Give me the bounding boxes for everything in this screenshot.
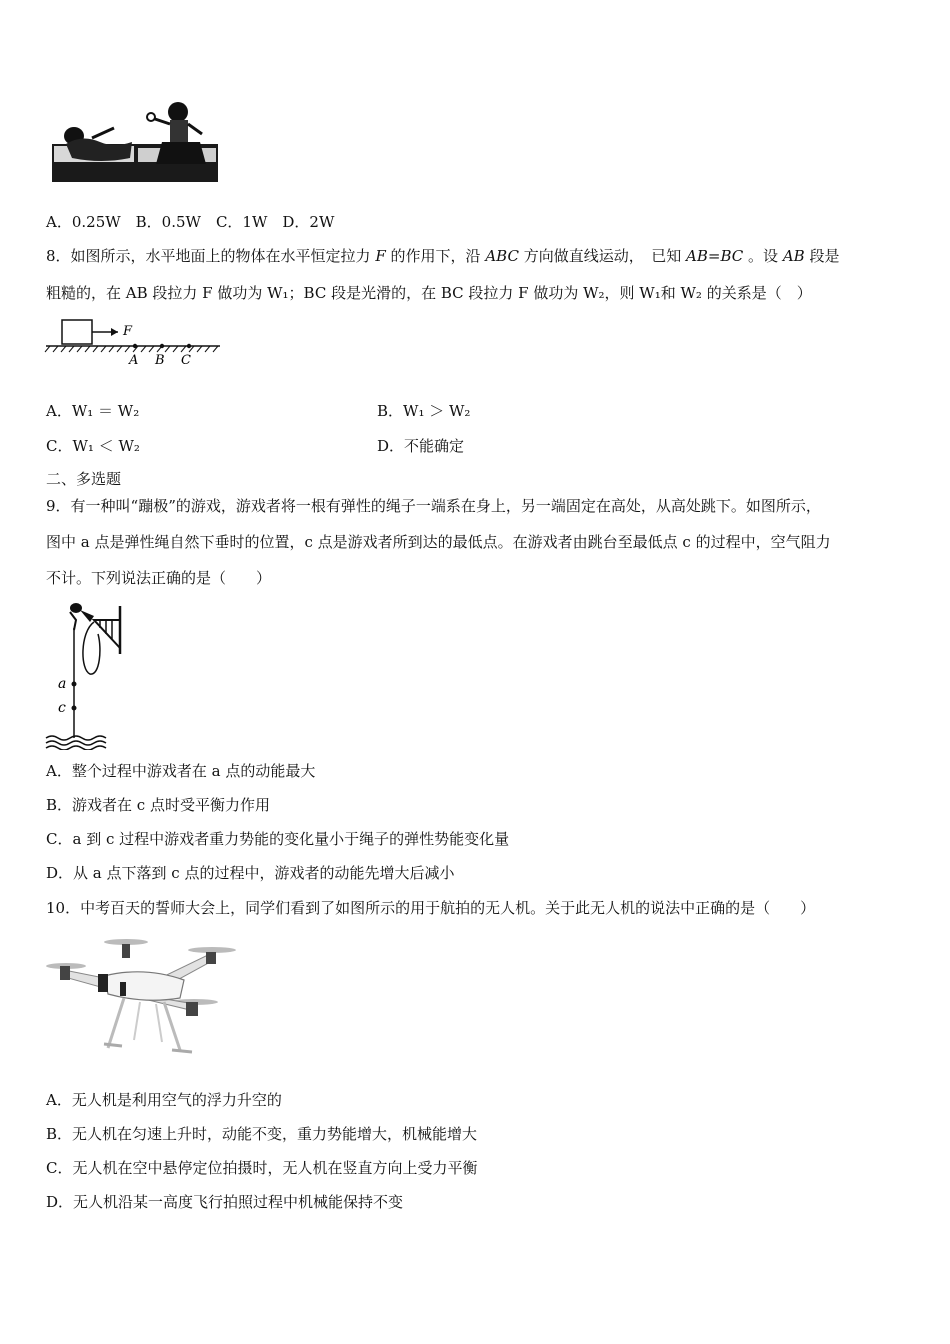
q9-question-line3: 不计。下列说法正确的是（ ） bbox=[46, 569, 272, 587]
q8-question-line2: 粗糙的，在 AB 段拉力 F 做功为 W₁；BC 段是光滑的，在 BC 段拉力 F 做功为 W₂，则 W₁和 W₂ 的关系是（ ） bbox=[46, 284, 812, 302]
q8-path-symbol: ABC bbox=[485, 247, 519, 265]
q8-segment-symbol: AB bbox=[782, 247, 805, 265]
q8-option-c: C．W₁ ＜ W₂ bbox=[46, 437, 140, 455]
q8-question-line1 bbox=[46, 246, 839, 266]
section-heading-multiple-choice: 二、多选题 bbox=[46, 470, 122, 488]
q8-text-part: 8．如图所示，水平地面上的物体在水平恒定拉力 bbox=[46, 247, 371, 265]
q9-figure bbox=[44, 598, 128, 750]
q9-option-d: D．从 a 点下落到 c 点的过程中，游戏者的动能先增大后减小 bbox=[46, 864, 455, 882]
q8-figure-point-a: A bbox=[129, 353, 139, 368]
q10-option-b: B．无人机在匀速上升时，动能不变，重力势能增大，机械能增大 bbox=[46, 1125, 478, 1143]
q8-figure-force-label: F bbox=[123, 324, 133, 339]
q8-text-part: 段是 bbox=[809, 247, 840, 265]
q7-figure bbox=[52, 98, 218, 184]
q9-option-c: C．a 到 c 过程中游戏者重力势能的变化量小于绳子的弹性势能变化量 bbox=[46, 830, 510, 848]
q9-question-line1: 9．有一种叫“蹦极”的游戏，游戏者将一根有弹性的绳子一端系在身上，另一端固定在高处，从高处跳下。如图所示， bbox=[46, 497, 821, 515]
q10-option-a: A．无人机是利用空气的浮力升空的 bbox=[46, 1091, 282, 1109]
q8-option-d: D．不能确定 bbox=[377, 437, 465, 455]
q8-figure-point-b: B bbox=[155, 353, 165, 368]
q8-option-a: A．W₁ ＝ W₂ bbox=[46, 402, 140, 420]
q9-figure-point-c: c bbox=[58, 700, 66, 716]
q10-question-line1: 10．中考百天的誓师大会上，同学们看到了如图所示的用于航拍的无人机。关于此无人机的说法中正确的是（ ） bbox=[46, 899, 816, 917]
q8-option-b: B．W₁ ＞ W₂ bbox=[377, 402, 471, 420]
q8-figure-point-c: C bbox=[181, 353, 191, 368]
q10-option-c: C．无人机在空中悬停定位拍摄时，无人机在竖直方向上受力平衡 bbox=[46, 1159, 478, 1177]
q9-figure-point-a: a bbox=[58, 676, 67, 692]
q8-text-part: 。设 bbox=[748, 247, 779, 265]
q9-option-b: B．游戏者在 c 点时受平衡力作用 bbox=[46, 796, 270, 814]
q8-text-part: 的作用下，沿 bbox=[390, 247, 481, 265]
q7-options: A．0.25W B．0.5W C．1W D．2W bbox=[46, 213, 335, 231]
q8-force-symbol: F bbox=[375, 247, 386, 265]
q8-figure bbox=[44, 318, 222, 370]
q8-text-part: 方向做直线运动， 已知 bbox=[523, 247, 682, 265]
q9-option-a: A．整个过程中游戏者在 a 点的动能最大 bbox=[46, 762, 316, 780]
q8-equality: AB=BC bbox=[686, 247, 744, 265]
q10-drone-figure bbox=[44, 932, 240, 1056]
q9-question-line2: 图中 a 点是弹性绳自然下垂时的位置，c 点是游戏者所到达的最低点。在游戏者由跳台至最低点 c 的过程中，空气阻力 bbox=[46, 533, 831, 551]
q10-option-d: D．无人机沿某一高度飞行拍照过程中机械能保持不变 bbox=[46, 1193, 404, 1211]
